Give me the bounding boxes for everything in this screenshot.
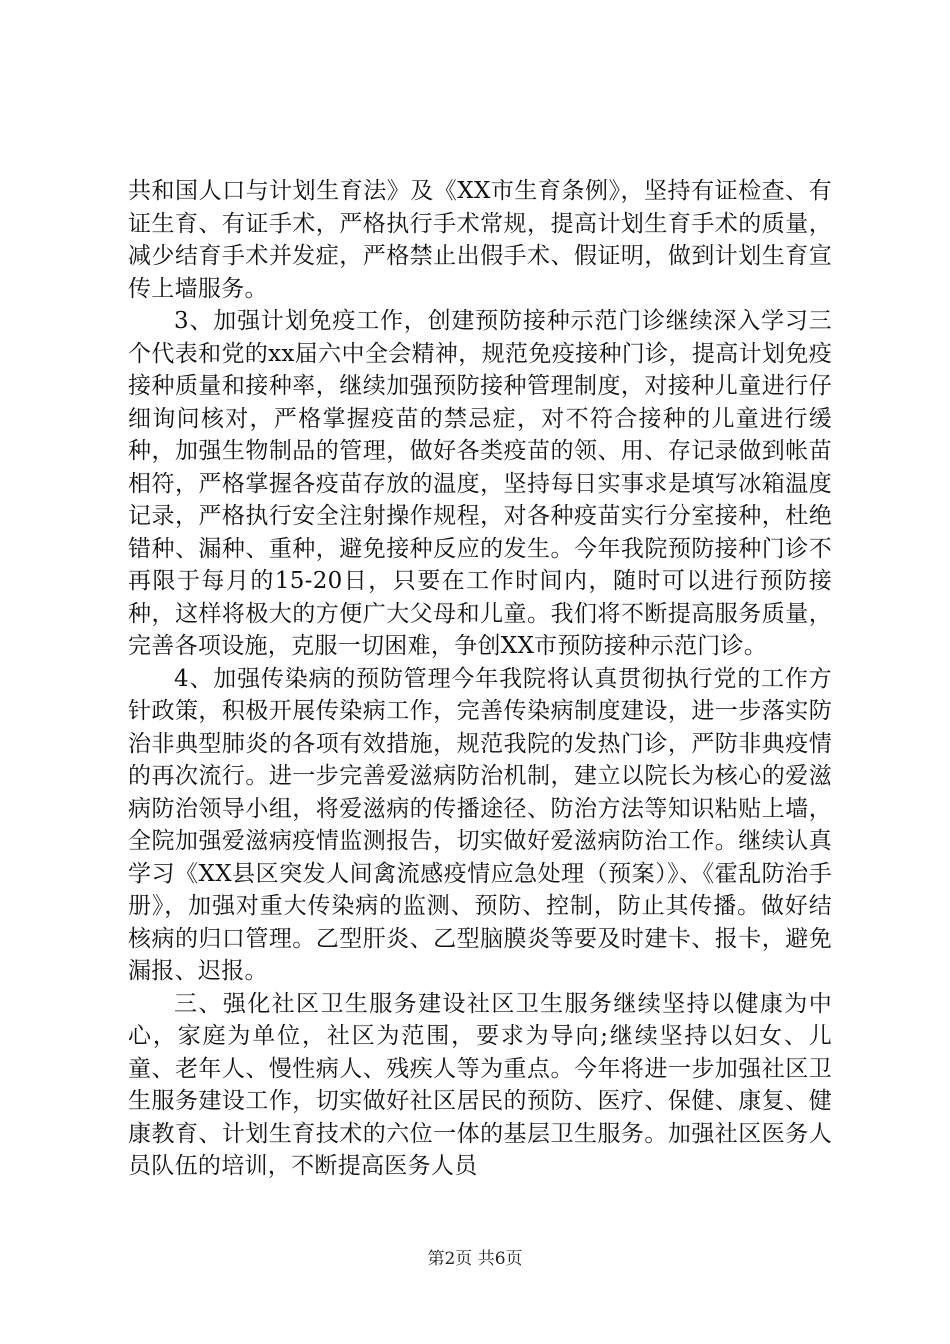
paragraph-community-health: 三、强化社区卫生服务建设社区卫生服务继续坚持以健康为中心，家庭为单位，社区为范围，要求为导向;继续坚持以妇女、儿童、老年人、慢性病人、残疾人等为重点。今年将进一步加强社区卫生服务建设工作，切实做好社区居民的预防、医疗、保健、康复、健康教育、计划生育技术的六位一体的基层卫生服务。加强社区医务人员队伍的培训，不断提高医务人员 — [128, 990, 832, 1179]
page-number-footer: 第2页 共6页 — [427, 1249, 523, 1269]
paragraph-immunization: 3、加强计划免疫工作，创建预防接种示范门诊继续深入学习三个代表和党的xx届六中全会精神，规范免疫接种门诊，提高计划免疫接种质量和接种率，继续加强预防接种管理制度，对接种儿童进行仔细询问核对，严格掌握疫苗的禁忌症，对不符合接种的儿童进行缓种，加强生物制品的管理，做好各类疫苗的领、用、存记录做到帐苗相符，严格掌握各疫苗存放的温度，坚持每日实事求是填写冰箱温度记录，严格执行安全注射操作规程，对各种疫苗实行分室接种，杜绝错种、漏种、重种，避免接种反应的发生。今年我院预防接种门诊不再限于每月的15-20日，只要在工作时间内，随时可以进行预防接种，这样将极大的方便广大父母和儿童。我们将不断提高服务质量，完善各项设施，克服一切困难，争创XX市预防接种示范门诊。 — [128, 308, 832, 659]
paragraph-continuation: 共和国人口与计划生育法》及《XX市生育条例》，坚持有证检查、有证生育、有证手术，严格执行手术常规，提高计划生育手术的质量，减少结育手术并发症，严格禁止出假手术、假证明，做到计划生育宣传上墙服务。 — [128, 178, 832, 302]
document-body — [128, 175, 832, 1183]
paragraph-infectious-disease: 4、加强传染病的预防管理今年我院将认真贯彻执行党的工作方针政策，积极开展传染病工作，完善传染病制度建设，进一步落实防治非典型肺炎的各项有效措施，规范我院的发热门诊，严防非典疫情的再次流行。进一步完善爱滋病防治机制，建立以院长为核心的爱滋病防治领导小组，将爱滋病的传播途径、防治方法等知识粘贴上墙，全院加强爱滋病疫情监测报告，切实做好爱滋病防治工作。继续认真学习《XX县区突发人间禽流感疫情应急处理（预案）》、《霍乱防治手册》，加强对重大传染病的监测、预防、控制，防止其传播。做好结核病的归口管理。乙型肝炎、乙型脑膜炎等要及时建卡、报卡，避免漏报、迟报。 — [128, 665, 832, 984]
